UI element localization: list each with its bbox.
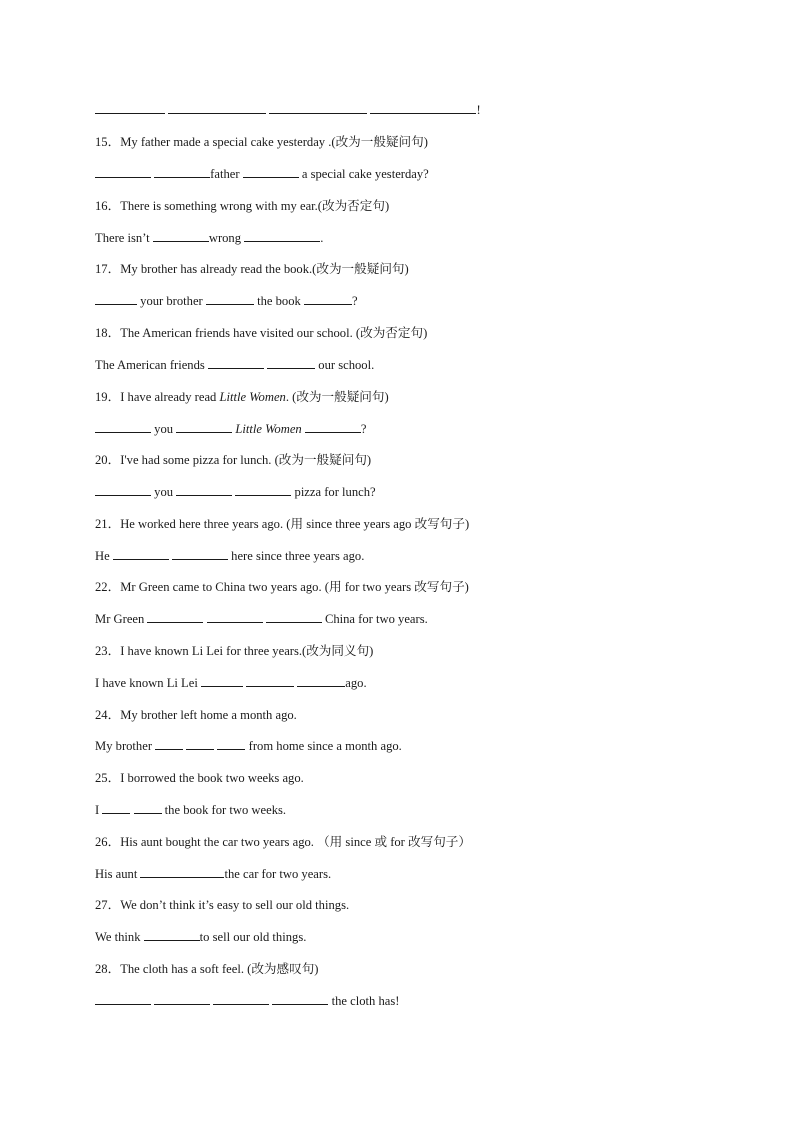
blank[interactable]	[208, 356, 264, 369]
blank[interactable]	[168, 101, 266, 114]
blank[interactable]	[113, 547, 169, 560]
blank[interactable]	[176, 483, 232, 496]
book-title: Little Women	[219, 390, 286, 404]
answer-line-24: My brother from home since a month ago.	[95, 739, 402, 753]
blank[interactable]	[266, 610, 322, 623]
question-23: 23．I have known Li Lei for three years.(改为同义句)	[95, 644, 374, 658]
answer-line-26: His aunt the car for two years.	[95, 867, 332, 881]
blank[interactable]	[153, 229, 209, 242]
blank[interactable]	[304, 292, 352, 305]
blank[interactable]	[246, 674, 294, 687]
question-15: 15．My father made a special cake yesterday .(改为一般疑问句)	[95, 135, 428, 149]
blank[interactable]	[102, 801, 130, 814]
blank[interactable]	[95, 101, 165, 114]
answer-line-23: I have known Li Lei ago.	[95, 676, 367, 690]
blank[interactable]	[213, 992, 269, 1005]
blank[interactable]	[269, 101, 367, 114]
book-title: Little Women	[235, 422, 302, 436]
question-28: 28．The cloth has a soft feel. (改为感叹句)	[95, 962, 319, 976]
answer-line-17: your brother the book ?	[95, 292, 358, 310]
blank[interactable]	[272, 992, 328, 1005]
blank[interactable]	[267, 356, 315, 369]
blank[interactable]	[134, 801, 162, 814]
blank[interactable]	[95, 992, 151, 1005]
question-22: 22．Mr Green came to China two years ago. (用 for two years 改写句子)	[95, 580, 469, 594]
blank[interactable]	[186, 737, 214, 750]
blank[interactable]	[370, 101, 476, 114]
answer-line-25: I the book for two weeks.	[95, 803, 287, 817]
question-20: 20．I've had some pizza for lunch. (改为一般疑问句)	[95, 453, 372, 467]
question-21: 21．He worked here three years ago. (用 since three years ago 改写句子)	[95, 517, 470, 531]
blank[interactable]	[206, 292, 254, 305]
blank[interactable]	[154, 992, 210, 1005]
question-26: 26．His aunt bought the car two years ago. （用 since 或 for 改写句子）	[95, 835, 471, 849]
blank[interactable]	[95, 292, 137, 305]
blank[interactable]	[235, 483, 291, 496]
answer-line-18: The American friends our school.	[95, 358, 375, 372]
blank[interactable]	[147, 610, 203, 623]
blank[interactable]	[95, 420, 151, 433]
answer-line-20: you pizza for lunch?	[95, 483, 376, 501]
blank[interactable]	[217, 737, 245, 750]
blank[interactable]	[172, 547, 228, 560]
blank[interactable]	[95, 483, 151, 496]
blank[interactable]	[95, 165, 151, 178]
blank[interactable]	[176, 420, 232, 433]
question-18: 18．The American friends have visited our school. (改为否定句)	[95, 326, 428, 340]
question-27: 27．We don’t think it’s easy to sell our old things.	[95, 898, 350, 912]
blank[interactable]	[297, 674, 345, 687]
question-24: 24．My brother left home a month ago.	[95, 708, 297, 722]
blank[interactable]	[244, 229, 320, 242]
question-16: 16．There is something wrong with my ear.(改为否定句)	[95, 199, 390, 213]
question-17: 17．My brother has already read the book.(改为一般疑问句)	[95, 262, 409, 276]
answer-line-28: the cloth has!	[95, 992, 399, 1010]
answer-line-21: He here since three years ago.	[95, 549, 365, 563]
blank[interactable]	[305, 420, 361, 433]
blank[interactable]	[140, 865, 224, 878]
answer-line-15: father a special cake yesterday?	[95, 165, 429, 183]
blank[interactable]	[155, 737, 183, 750]
answer-line-14: !	[95, 101, 481, 119]
blank[interactable]	[201, 674, 243, 687]
answer-line-19: you Little Women ?	[95, 420, 366, 438]
blank[interactable]	[154, 165, 210, 178]
answer-line-16: There isn’t wrong .	[95, 231, 324, 245]
blank[interactable]	[243, 165, 299, 178]
blank[interactable]	[144, 928, 200, 941]
question-19: 19．I have already read Little Women. (改为一般疑问句)	[95, 390, 389, 404]
blank[interactable]	[207, 610, 263, 623]
answer-line-22: Mr Green China for two years.	[95, 612, 428, 626]
answer-line-27: We think to sell our old things.	[95, 930, 307, 944]
question-25: 25．I borrowed the book two weeks ago.	[95, 771, 304, 785]
